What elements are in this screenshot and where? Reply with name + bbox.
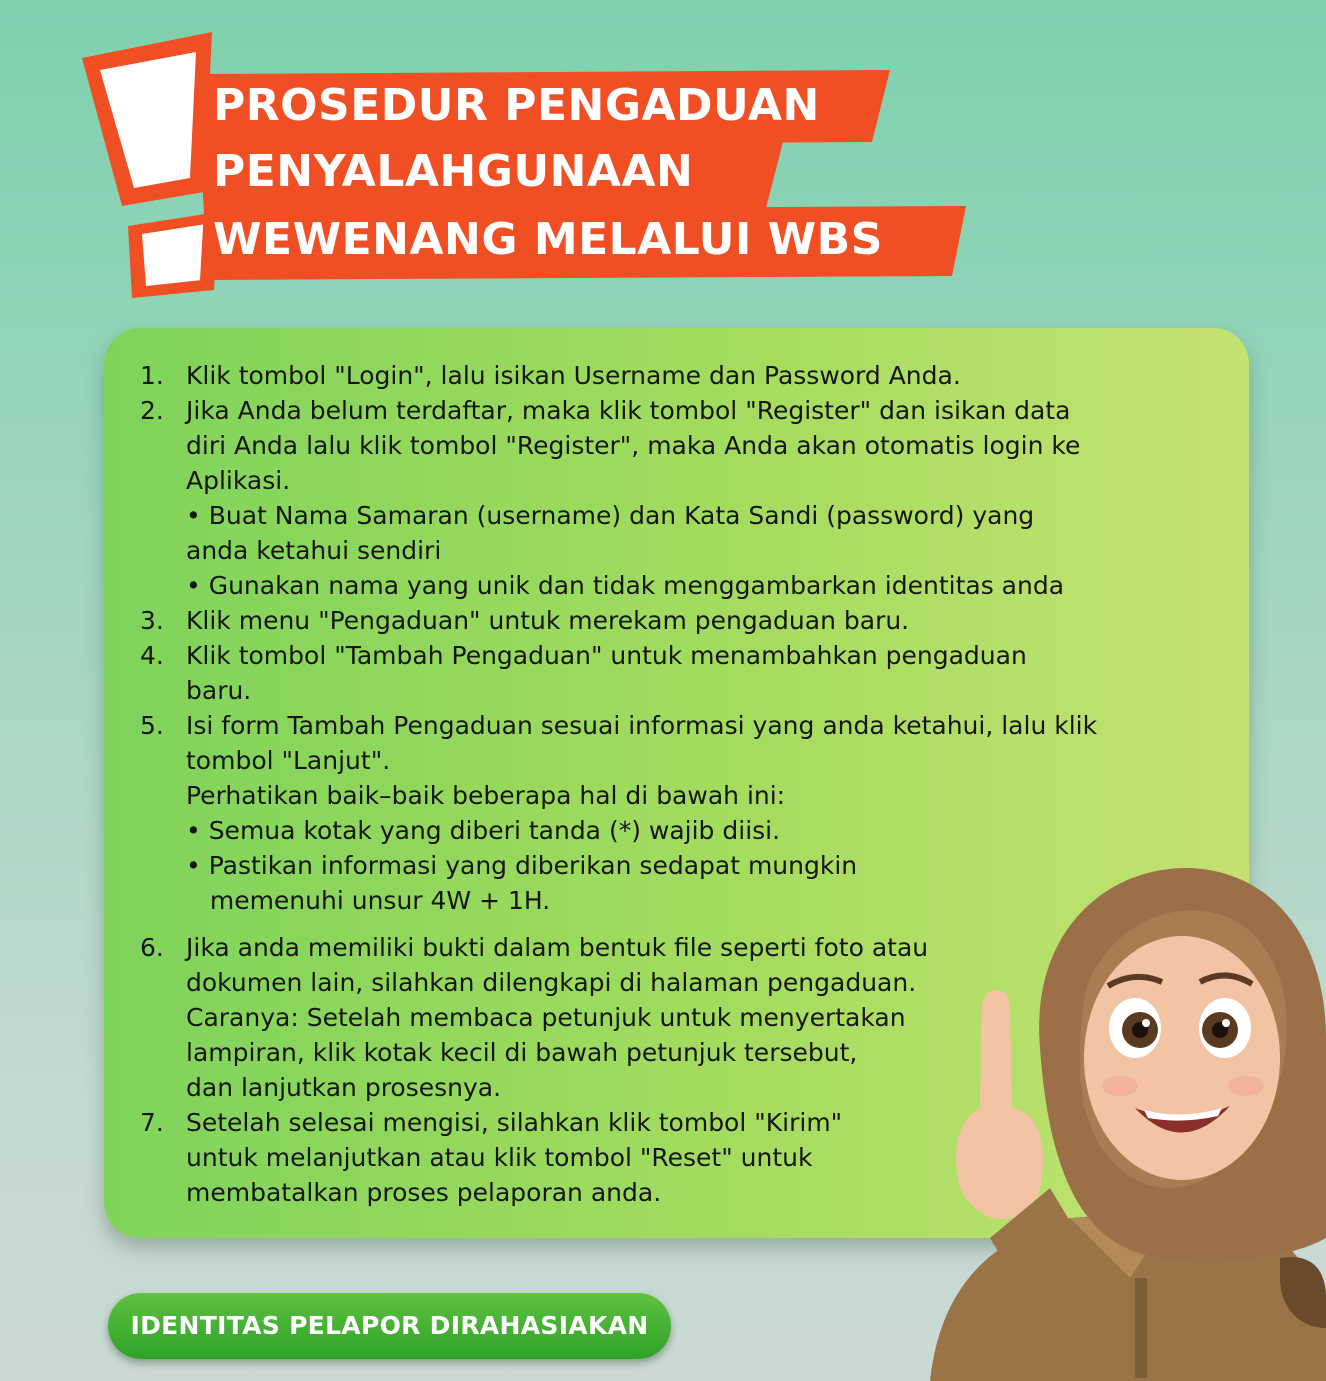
step-text: tombol "Lanjut". xyxy=(186,746,391,775)
step-text: Jika Anda belum terdaftar, maka klik tombol "Register" dan isikan data xyxy=(186,396,1071,425)
step-text: Perhatikan baik–baik beberapa hal di bawah ini: xyxy=(186,781,786,810)
title-line-2: PENYALAHGUNAAN xyxy=(213,146,694,197)
step-bullet: • Buat Nama Samaran (username) dan Kata Sandi (password) yang xyxy=(186,501,1035,530)
step-number: 3. xyxy=(140,606,164,635)
step-number: 2. xyxy=(140,396,164,425)
step-text: membatalkan proses pelaporan anda. xyxy=(186,1178,662,1207)
step-text: Aplikasi. xyxy=(186,466,291,495)
step-text: dan lanjutkan prosesnya. xyxy=(186,1073,502,1102)
step-number: 6. xyxy=(140,933,164,962)
step-text: Klik tombol "Tambah Pengaduan" untuk menambahkan pengaduan xyxy=(186,641,1027,670)
step-1 xyxy=(140,358,1240,393)
step-text: Caranya: Setelah membaca petunjuk untuk menyertakan xyxy=(186,1003,906,1032)
step-text: Isi form Tambah Pengaduan sesuai informasi yang anda ketahui, lalu klik xyxy=(186,711,1098,740)
step-4 xyxy=(140,638,1240,708)
mascot-illustration xyxy=(920,858,1326,1381)
step-text: Klik tombol "Login", lalu isikan Username dan Password Anda. xyxy=(186,361,961,390)
step-text: lampiran, klik kotak kecil di bawah petunjuk tersebut, xyxy=(186,1038,858,1067)
step-text: dokumen lain, silahkan dilengkapi di halaman pengaduan. xyxy=(186,968,917,997)
title-line-3: WEWENANG MELALUI WBS xyxy=(213,214,883,265)
step-text: Jika anda memiliki bukti dalam bentuk file seperti foto atau xyxy=(186,933,929,962)
step-bullet: anda ketahui sendiri xyxy=(186,536,442,565)
step-2 xyxy=(140,393,1240,603)
step-3 xyxy=(140,603,1240,638)
title-banner xyxy=(0,0,1326,300)
step-bullet: • Gunakan nama yang unik dan tidak menggambarkan identitas anda xyxy=(186,571,1065,600)
step-number: 5. xyxy=(140,711,164,740)
step-text: Setelah selesai mengisi, silahkan klik tombol "Kirim" xyxy=(186,1108,843,1137)
step-text: baru. xyxy=(186,676,252,705)
confidential-badge: IDENTITAS PELAPOR DIRAHASIAKAN xyxy=(108,1293,671,1359)
title-line-1: PROSEDUR PENGADUAN xyxy=(213,80,820,131)
step-number: 1. xyxy=(140,361,164,390)
step-text: Klik menu "Pengaduan" untuk merekam pengaduan baru. xyxy=(186,606,910,635)
step-number: 7. xyxy=(140,1108,164,1137)
step-bullet: • Pastikan informasi yang diberikan sedapat mungkin xyxy=(186,851,858,880)
step-text: untuk melanjutkan atau klik tombol "Reset" untuk xyxy=(186,1143,813,1172)
step-bullet: memenuhi unsur 4W + 1H. xyxy=(186,886,551,915)
step-text: diri Anda lalu klik tombol "Register", maka Anda akan otomatis login ke xyxy=(186,431,1081,460)
step-bullet: • Semua kotak yang diberi tanda (*) wajib diisi. xyxy=(186,816,781,845)
step-number: 4. xyxy=(140,641,164,670)
